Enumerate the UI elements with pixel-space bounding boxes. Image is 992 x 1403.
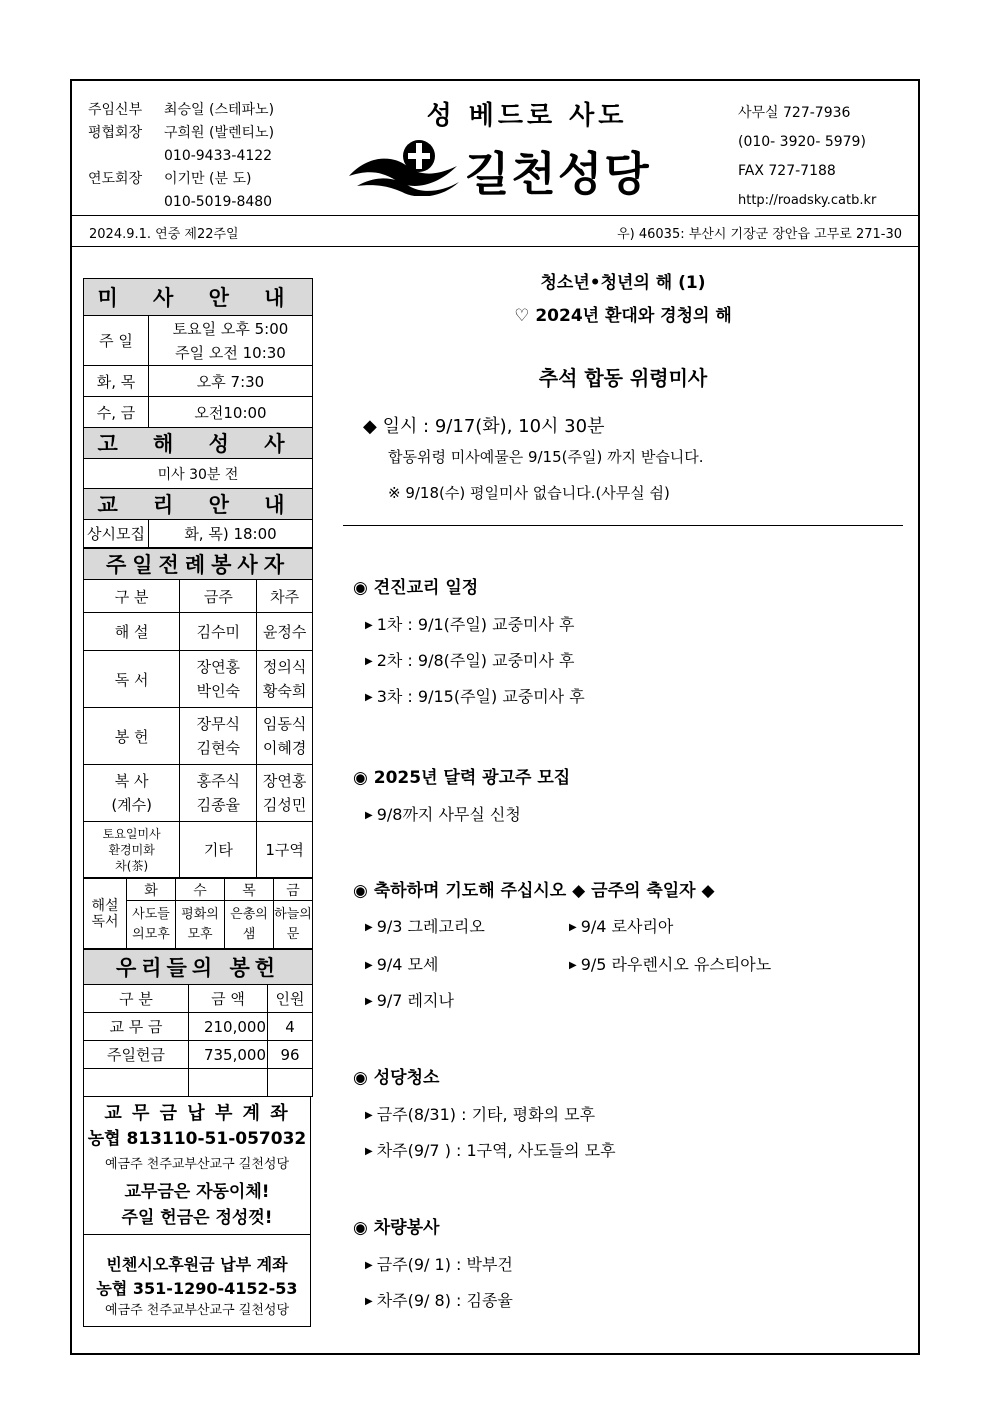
cleaning-item: 차주(9/7 ) : 1구역, 사도들의 모후 [376, 1141, 616, 1160]
servers-table [83, 548, 313, 878]
mass-time: 오후 7:30 [149, 366, 313, 397]
server-next: 정의식 [262, 658, 307, 676]
feast-item: 9/4 모세 [376, 955, 439, 974]
bullet-icon: ▶ [365, 1296, 373, 1307]
catechism-label: 상시모집 [84, 520, 149, 548]
weekday-group: 사도들의모후 [127, 901, 176, 949]
feast-item: 9/4 로사리아 [580, 917, 674, 936]
vincent-account-title: 빈첸시오후원금 납부 계좌 [106, 1255, 288, 1274]
bullet-icon: ▶ [365, 996, 373, 1007]
server-role: 해 설 [84, 613, 180, 651]
staff-value: 구희원 (발렌티노) [164, 125, 275, 141]
bullet-icon: ▶ [569, 960, 577, 971]
servers-title: 주일전례봉사자 [84, 549, 313, 580]
event-title: 추석 합동 위령미사 [538, 366, 708, 390]
bullet-icon: ▶ [365, 1146, 373, 1157]
server-next: 이혜경 [262, 739, 307, 757]
event-time: ◆ 일시 : 9/17(화), 10시 30분 [363, 416, 605, 437]
catechism-title: 교 리 안 내 [84, 489, 313, 520]
dues-account-box [83, 1097, 311, 1235]
server-next: 장연홍 [262, 772, 307, 790]
staff-label: 주임신부 [88, 102, 143, 118]
server-next: 윤정수 [257, 613, 313, 651]
weekday-day: 화 [127, 879, 176, 901]
cleaning-title: ◉ 성당청소 [353, 1068, 440, 1088]
offering-name: 주일헌금 [84, 1041, 189, 1069]
server-next: 1구역 [257, 822, 313, 878]
vincent-account-box [83, 1235, 311, 1327]
dues-account-number: 농협 813110-51-057032 [87, 1129, 307, 1149]
confirmation-item: 3차 : 9/15(주일) 교중미사 후 [376, 687, 585, 706]
offering-name: 교 무 금 [84, 1013, 189, 1041]
website-link[interactable]: http://roadsky.catb.kr [738, 193, 877, 208]
server-role: 토요일미사 환경미화 차(茶) [84, 822, 180, 878]
weekday-group: 은총의샘 [225, 901, 274, 949]
server-role: 복 사 (계수) [84, 765, 180, 822]
bullet-icon: ▶ [365, 1260, 373, 1271]
year-theme-line2: ♡ 2024년 환대와 경청의 해 [514, 306, 732, 326]
parish-title-block [347, 95, 667, 201]
server-next: 황숙희 [262, 682, 307, 700]
left-column [83, 278, 313, 1327]
dues-account-title: 교 무 금 납 부 계 좌 [104, 1103, 290, 1124]
sunday-label: 주 일 [84, 316, 149, 366]
parish-logo-icon [347, 136, 462, 196]
dues-note: 주일 헌금은 정성껏! [121, 1208, 273, 1228]
server-role: 봉 헌 [84, 708, 180, 765]
server-next: 임동식 [262, 715, 307, 733]
offering-title: 우리들의 봉헌 [84, 950, 313, 985]
bulletin-page [70, 79, 920, 1355]
offering-header: 구 분 [84, 985, 189, 1013]
mobile-phone: (010- 3920- 5979) [738, 134, 866, 150]
offering-table [83, 949, 313, 1097]
bullet-icon: ▶ [365, 922, 373, 933]
server-this: 김현숙 [196, 739, 241, 757]
catechism-time: 화, 목) 18:00 [149, 520, 313, 548]
bullet-icon: ▶ [365, 692, 373, 703]
servers-header: 구 분 [84, 580, 180, 613]
staff-label: 연도회장 [88, 171, 143, 187]
driving-item: 금주(9/ 1) : 박부건 [376, 1255, 513, 1274]
offering-empty [268, 1069, 313, 1097]
offering-count: 96 [268, 1041, 313, 1069]
feast-item: 9/3 그레고리오 [376, 917, 485, 936]
parish-address: 우) 46035: 부산시 기장군 장안읍 고무로 271-30 [617, 227, 902, 242]
server-this: 김수미 [180, 613, 257, 651]
server-this: 장무식 [196, 715, 241, 733]
feast-title: ◉ 축하하며 기도해 주십시오 ◆ 금주의 축일자 ◆ [353, 881, 715, 901]
staff-value: 010-9433-4122 [164, 148, 273, 164]
server-this: 장연홍 [196, 658, 241, 676]
section-divider [343, 525, 903, 526]
confirmation-item: 2차 : 9/8(주일) 교중미사 후 [376, 651, 575, 670]
year-theme-line1: 청소년•청년의 해 (1) [540, 273, 706, 293]
staff-label: 평협회장 [88, 125, 143, 141]
staff-value: 이기만 (분 도) [164, 171, 252, 187]
bullet-icon: ▶ [365, 810, 373, 821]
bullet-icon: ▶ [365, 656, 373, 667]
confirmation-title: ◉ 견진교리 일정 [353, 578, 479, 598]
staff-info [88, 99, 274, 214]
server-this: 박인숙 [196, 682, 241, 700]
weekday-day: 목 [225, 879, 274, 901]
offering-amount: 210,000 [189, 1013, 268, 1041]
issue-date: 2024.9.1. 연중 제22주일 [89, 227, 239, 242]
staff-value: 최승일 (스테파노) [164, 102, 275, 118]
bullet-icon: ▶ [365, 960, 373, 971]
dateline [72, 215, 918, 247]
calendar-item: 9/8까지 사무실 신청 [376, 805, 521, 824]
mass-time: 오전10:00 [149, 397, 313, 428]
bullet-icon: ▶ [365, 1110, 373, 1121]
offering-count: 4 [268, 1013, 313, 1041]
fax-number: FAX 727-7188 [738, 163, 836, 179]
server-this: 김종율 [196, 796, 241, 814]
weekday-group: 평화의모후 [176, 901, 225, 949]
bullet-icon: ▶ [569, 922, 577, 933]
weekday-label: 해설독서 [84, 879, 127, 949]
offering-header: 금 액 [189, 985, 268, 1013]
driving-title: ◉ 차량봉사 [353, 1218, 440, 1238]
staff-value: 010-5019-8480 [164, 194, 273, 210]
offering-empty [84, 1069, 189, 1097]
feast-item: 9/5 라우렌시오 유스티아노 [580, 955, 772, 974]
mass-day: 화, 목 [84, 366, 149, 397]
mass-title: 미 사 안 내 [84, 279, 313, 316]
servers-header: 금주 [180, 580, 257, 613]
header [72, 81, 918, 215]
weekday-reader-table [83, 878, 313, 949]
weekday-group: 하늘의문 [274, 901, 313, 949]
weekday-day: 수 [176, 879, 225, 901]
confession-title: 고 해 성 사 [84, 428, 313, 459]
server-this: 홍주식 [196, 772, 241, 790]
event-note: ※ 9/18(수) 평일미사 없습니다.(사무실 쉼) [388, 484, 670, 502]
office-phone: 사무실 727-7936 [738, 105, 851, 121]
bullet-icon: ▶ [365, 620, 373, 631]
event-note: 합동위령 미사예물은 9/15(주일) 까지 받습니다. [388, 448, 704, 466]
mass-day: 수, 금 [84, 397, 149, 428]
server-this: 기타 [180, 822, 257, 878]
server-role: 독 서 [84, 651, 180, 708]
server-next: 김성민 [262, 796, 307, 814]
sunday-time: 토요일 오후 5:00 [172, 319, 289, 338]
weekday-day: 금 [274, 879, 313, 901]
servers-header: 차주 [257, 580, 313, 613]
vincent-account-holder: 예금주 천주교부산교구 길천성당 [104, 1303, 290, 1318]
offering-amount: 735,000 [189, 1041, 268, 1069]
confession-text: 미사 30분 전 [84, 459, 313, 489]
contact-info [738, 99, 876, 215]
vincent-account-number: 농협 351-1290-4152-53 [96, 1279, 298, 1298]
cleaning-item: 금주(8/31) : 기타, 평화의 모후 [376, 1105, 596, 1124]
confirmation-item: 1차 : 9/1(주일) 교중미사 후 [376, 615, 575, 634]
dues-account-holder: 예금주 천주교부산교구 길천성당 [104, 1157, 290, 1172]
offering-empty [189, 1069, 268, 1097]
offering-header: 인원 [268, 985, 313, 1013]
sunday-time: 주일 오전 10:30 [175, 343, 286, 362]
parish-name: 길천성당 [465, 147, 651, 201]
driving-item: 차주(9/ 8) : 김종율 [376, 1291, 513, 1310]
feast-item: 9/7 레지나 [376, 991, 454, 1010]
dues-note: 교무금은 자동이체! [124, 1182, 270, 1202]
parish-subtitle: 성 베드로 사도 [426, 101, 628, 131]
mass-table [83, 278, 313, 548]
calendar-title: ◉ 2025년 달력 광고주 모집 [353, 768, 571, 788]
